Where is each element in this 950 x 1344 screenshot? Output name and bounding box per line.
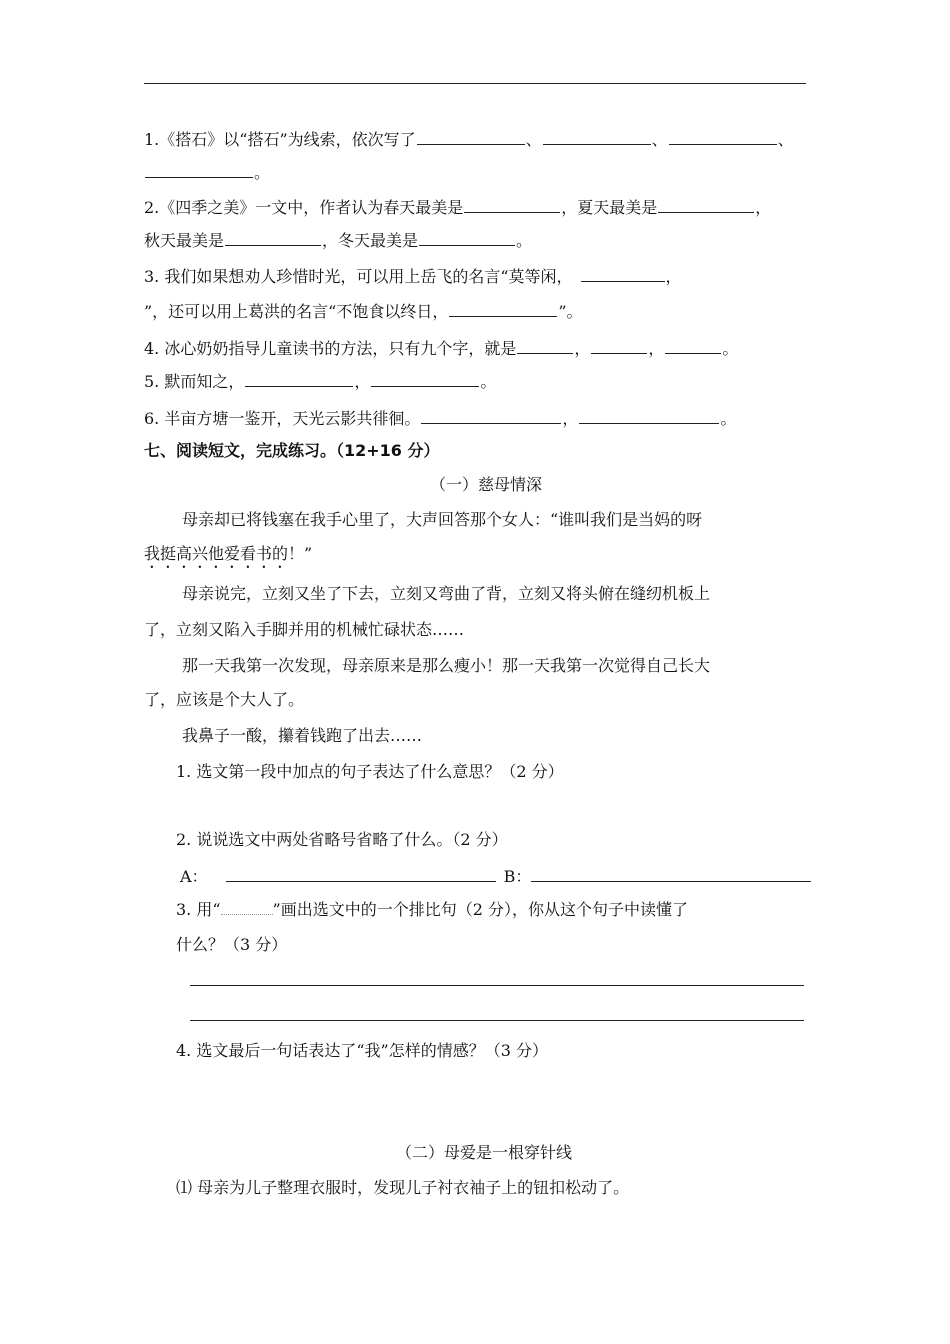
reading-question-1: 1. 选文第一段中加点的句子表达了什么意思？（2 分） [176, 762, 564, 781]
answer-a-label: A： [180, 867, 208, 886]
q1-sep: 、 [651, 130, 668, 149]
q5-blank-2[interactable] [371, 370, 479, 387]
q3-read-text: 3. 用“ [176, 900, 221, 919]
wavy-line-symbol [221, 900, 273, 915]
q2-blank-summer[interactable] [658, 196, 754, 213]
fill-question-5 [144, 370, 496, 393]
q2-blank-autumn[interactable] [225, 229, 321, 246]
fill-question-4 [144, 337, 738, 360]
q4-blank-1[interactable] [517, 337, 573, 354]
fill-question-1-cont [144, 161, 270, 184]
q2-text-summer: ，夏天最美是 [561, 198, 658, 217]
q3-text-2: ”，还可以用上葛洪的名言“不饱食以终日， [144, 302, 449, 321]
q6-blank-2[interactable] [579, 407, 719, 424]
q6-blank-1[interactable] [421, 407, 561, 424]
q2-text: 2.《四季之美》一文中，作者认为春天最美是 [144, 198, 464, 217]
reading-question-2-answers [180, 865, 811, 888]
q5-blank-1[interactable] [245, 370, 353, 387]
q1-blank-4[interactable] [145, 161, 253, 178]
passage-1-title: （一）慈母情深 [430, 475, 543, 494]
q4-text: 4. 冰心奶奶指导儿童读书的方法，只有九个字，就是 [144, 339, 517, 358]
q2-blank-spring[interactable] [464, 196, 560, 213]
q4-sep: ， [574, 339, 591, 358]
q3-text: 3. 我们如果想劝人珍惜时光，可以用上岳飞的名言“莫等闲， [144, 267, 573, 286]
q4-blank-2[interactable] [591, 337, 647, 354]
answer-line-2[interactable] [190, 1020, 804, 1021]
answer-a-line[interactable] [226, 865, 496, 882]
q5-text: 5. 默而知之， [144, 372, 245, 391]
passage-1-p3-line2: 了，应该是个大人了。 [144, 690, 305, 709]
q3-blank-2[interactable] [449, 300, 557, 317]
reading-question-3 [176, 899, 688, 921]
top-rule [144, 83, 806, 84]
fill-question-1 [144, 128, 794, 151]
q1-text: 1.《搭石》以“搭石”为线索，依次写了 [144, 130, 416, 149]
q1-blank-2[interactable] [543, 128, 651, 145]
q3-blank-1[interactable] [581, 265, 665, 282]
answer-line-1[interactable] [190, 985, 804, 986]
q4-end: 。 [722, 339, 739, 358]
answer-b-line[interactable] [531, 865, 811, 882]
passage-2-title: （二）母爱是一根穿针线 [396, 1143, 573, 1162]
passage-1-p1-line2-dotted: 我挺高兴他爱看书的！” [144, 544, 313, 563]
reading-question-4: 4. 选文最后一句话表达了“我”怎样的情感？（3 分） [176, 1041, 548, 1060]
passage-1-p2-line2: 了，立刻又陷入手脚并用的机械忙碌状态…… [144, 620, 465, 639]
q5-end: 。 [480, 372, 497, 391]
q1-end: 。 [254, 163, 271, 182]
q1-sep: 、 [525, 130, 542, 149]
fill-question-2-cont [144, 229, 532, 252]
answer-b-label: B： [503, 867, 532, 886]
q4-blank-3[interactable] [665, 337, 721, 354]
q3-sep: ， [665, 267, 682, 286]
q1-sep: 、 [777, 130, 794, 149]
q3-end: ”。 [558, 302, 583, 321]
passage-1-p4: 我鼻子一酸，攥着钱跑了出去…… [182, 726, 423, 745]
reading-question-2: 2. 说说选文中两处省略号省略了什么。（2 分） [176, 830, 508, 849]
reading-question-3-cont: 什么？（3 分） [176, 935, 288, 954]
q2-blank-winter[interactable] [419, 229, 515, 246]
fill-question-2 [144, 196, 771, 219]
q2-text-autumn: 秋天最美是 [144, 231, 225, 250]
q1-blank-3[interactable] [669, 128, 777, 145]
q6-end: 。 [720, 409, 737, 428]
fill-question-3 [144, 265, 682, 288]
q2-text-winter: ，冬天最美是 [322, 231, 419, 250]
q2-sep: ， [755, 198, 772, 217]
q5-sep: ， [354, 372, 371, 391]
q4-sep: ， [648, 339, 665, 358]
fill-question-3-cont [144, 300, 583, 323]
q6-text: 6. 半亩方塘一鉴开，天光云影共徘徊。 [144, 409, 421, 428]
fill-question-6 [144, 407, 736, 430]
passage-1-p2-line1: 母亲说完，立刻又坐了下去，立刻又弯曲了背，立刻又将头俯在缝纫机板上 [182, 584, 711, 603]
q2-end: 。 [516, 231, 533, 250]
q6-sep: ， [562, 409, 579, 428]
q3-read-text-2: ”画出选文中的一个排比句（2 分），你从这个句子中读懂了 [272, 900, 688, 919]
passage-2-p1: ⑴ 母亲为儿子整理衣服时，发现儿子衬衣袖子上的钮扣松动了。 [176, 1178, 630, 1197]
passage-1-p1-line1: 母亲却已将钱塞在我手心里了，大声回答那个女人：“谁叫我们是当妈的呀 [182, 510, 703, 529]
q1-blank-1[interactable] [417, 128, 525, 145]
section-heading: 七、阅读短文，完成练习。（12+16 分） [144, 441, 440, 460]
passage-1-p3-line1: 那一天我第一次发现，母亲原来是那么瘦小！那一天我第一次觉得自己长大 [182, 656, 711, 675]
